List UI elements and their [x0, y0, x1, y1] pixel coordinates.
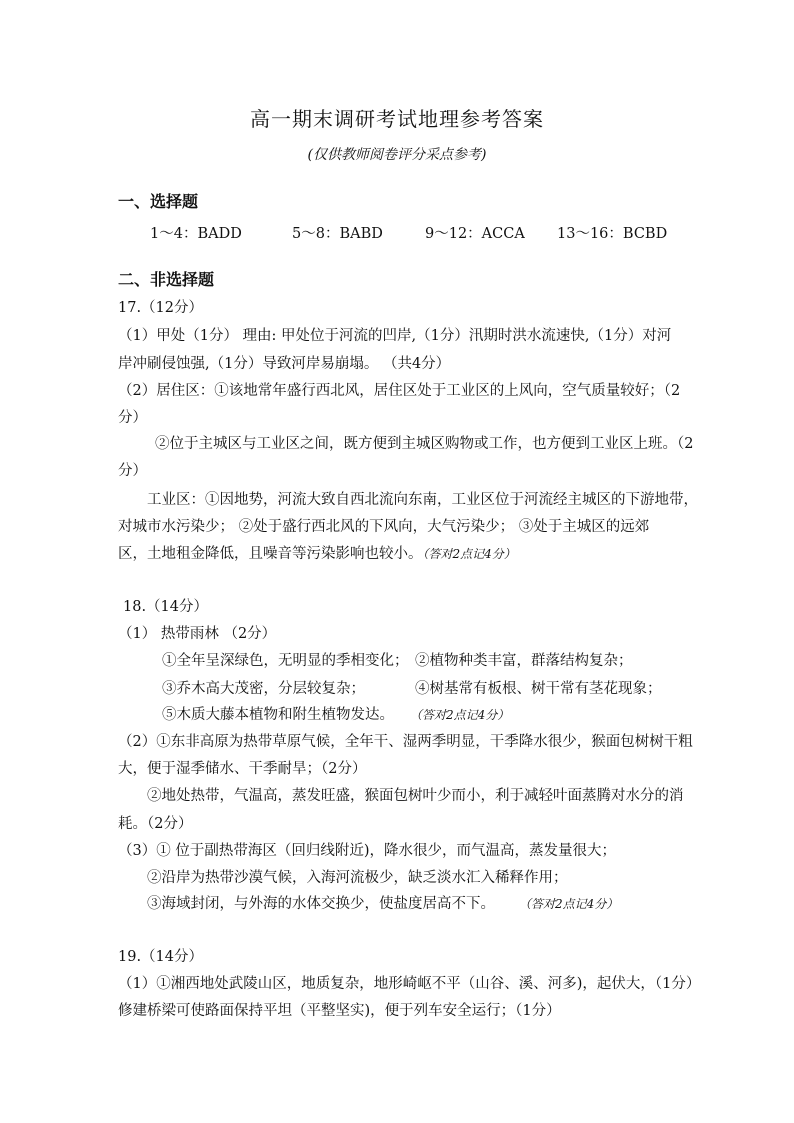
- scoring-note: （答对2点记4分）: [416, 708, 510, 722]
- q17-line: （1）甲处（1分） 理由: 甲处位于河流的凹岸,（1分）汛期时洪水流速快,（1分）对河: [118, 328, 672, 344]
- q19-line: 修建桥梁可使路面保持平坦（平整坚实)，便于列车安全运行；（1分）: [118, 1003, 561, 1019]
- q18-line: ②植物种类丰富，群落结构复杂；: [415, 653, 633, 669]
- answer-group: 5～8：BABD: [292, 226, 383, 242]
- q18-line: [147, 892, 618, 913]
- q18-line: ②沿岸为热带沙漠气候，入海河流极少，缺乏淡水汇入稀释作用；: [147, 870, 568, 886]
- section-choice-heading: 一、选择题: [118, 192, 199, 211]
- q17-line: 分）: [118, 410, 147, 426]
- q19-line: （1）①湘西地处武陵山区，地质复杂，地形崎岖不平（山谷、溪、河多)，起伏大，（1分）: [118, 976, 701, 992]
- q18-line: ②地处热带，气温高，蒸发旺盛，猴面包树叶少而小，利于减轻叶面蒸腾对水分的消: [147, 788, 684, 804]
- q18-line: ④树基常有板根、树干常有茎花现象；: [415, 681, 662, 697]
- q18-line: [162, 703, 509, 724]
- q18-line: 耗。（2分）: [118, 816, 193, 832]
- q17-line: （2）居住区：①该地常年盛行西北风，居住区处于工业区的上风向，空气质量较好；（2: [118, 383, 681, 399]
- scoring-note: （答对2点记4分）: [525, 897, 619, 911]
- q18-line: （1） 热带雨林 （2分）: [118, 626, 277, 642]
- answer-group: 13～16：BCBD: [557, 226, 668, 242]
- q17-line: ②位于主城区与工业区之间，既方便到主城区购物或工作，也方便到工业区上班。（2: [155, 436, 694, 452]
- q18-line: ①全年呈深绿色，无明显的季相变化；: [162, 653, 409, 669]
- q17-line: [118, 542, 516, 563]
- choice-answers: [150, 222, 667, 243]
- page-subtitle: (仅供教师阅卷评分采点参考): [307, 147, 487, 163]
- q17-header: 17.（12分）: [118, 300, 204, 316]
- q17-text: 区，土地租金降低，且噪音等污染影响也较小。: [118, 546, 423, 562]
- q17-line: 工业区：①因地势，河流大致自西北流向东南，工业区位于河流经主城区的下游地带，: [147, 492, 698, 508]
- q18-line: （3）① 位于副热带海区（回归线附近)，降水很少，而气温高，蒸发量很大；: [118, 843, 616, 859]
- q18-text: ⑤木质大藤本植物和附生植物发达。: [162, 707, 394, 723]
- q18-line: ③乔木高大茂密，分层较复杂；: [162, 681, 365, 697]
- q17-line: 分）: [118, 463, 147, 479]
- scoring-note: （答对2点记4分）: [422, 547, 516, 561]
- answer-group: 1～4：BADD: [150, 226, 242, 242]
- page-title: 高一期末调研考试地理参考答案: [250, 107, 544, 131]
- answer-group: 9～12：ACCA: [425, 226, 525, 242]
- section-nonchoice-heading: 二、非选择题: [118, 270, 215, 289]
- q19-header: 19.（14分）: [118, 949, 204, 965]
- q18-text: ③海域封闭，与外海的水体交换少，使盐度居高不下。: [147, 896, 495, 912]
- q18-header: 18.（14分）: [123, 599, 209, 615]
- q17-line: 岸冲刷侵蚀强,（1分）导致河岸易崩塌。 （共4分）: [118, 356, 451, 372]
- q17-line: 对城市水污染少； ②处于盛行西北风的下风向，大气污染少； ③处于主城区的远郊: [118, 519, 650, 535]
- q18-line: 大，便于湿季储水、干季耐旱；（2分）: [118, 761, 367, 777]
- q18-line: （2）①东非高原为热带草原气候，全年干、湿两季明显，干季降水很少，猴面包树树干粗: [118, 734, 693, 750]
